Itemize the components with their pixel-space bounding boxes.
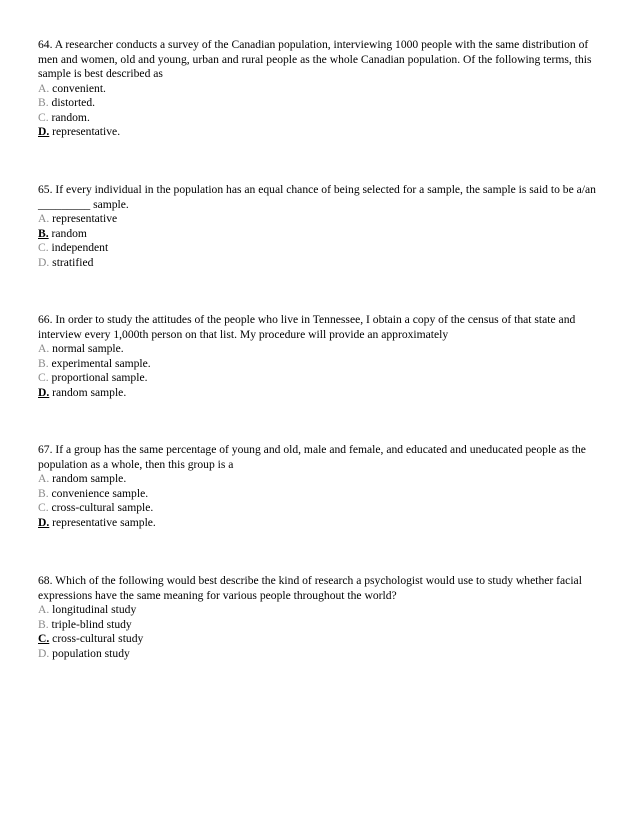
option-text: representative sample. (49, 515, 156, 529)
option-letter-correct: B. (38, 226, 49, 240)
option-letter: B. (38, 356, 49, 370)
option-d (38, 386, 604, 401)
option-letter: A. (38, 342, 50, 355)
option-letter: B. (38, 96, 49, 109)
option-text: random (48, 226, 87, 240)
option-letter: A. (38, 81, 50, 95)
question-67 (38, 443, 604, 530)
option-a (38, 82, 604, 97)
option-letter: A. (38, 212, 50, 225)
question-65 (38, 183, 604, 270)
option-a (38, 472, 604, 487)
option-a (38, 342, 604, 357)
option-a (38, 212, 604, 227)
option-b (38, 227, 604, 242)
option-b (38, 357, 604, 372)
option-c (38, 371, 604, 386)
question-66 (38, 313, 604, 400)
option-text: representative. (49, 125, 121, 138)
option-text: random sample. (49, 385, 127, 399)
option-text: random sample. (49, 472, 127, 485)
option-letter: C. (38, 110, 49, 124)
option-text: population study (49, 646, 130, 660)
option-letter-correct: D. (38, 515, 50, 529)
option-d (38, 125, 604, 140)
question-68 (38, 574, 604, 661)
question-stem: 67. If a group has the same percentage of young and old, male and female, and educated and uneducated people as the population as a whole, then this group is a (38, 443, 586, 471)
option-letter: A. (38, 603, 50, 616)
option-letter-correct: D. (38, 125, 50, 138)
option-text: stratified (49, 255, 94, 269)
option-letter: C. (38, 371, 49, 384)
option-letter: C. (38, 241, 49, 254)
question-stem: 68. Which of the following would best describe the kind of research a psychologist would use to study whether facial expressions have the same meaning for various people throughout the world? (38, 574, 582, 602)
option-letter: D. (38, 646, 50, 660)
option-c (38, 632, 604, 647)
option-d (38, 647, 604, 662)
option-c (38, 111, 604, 126)
option-letter: B. (38, 486, 49, 500)
option-c (38, 501, 604, 516)
option-text: triple-blind study (48, 617, 132, 631)
option-b (38, 618, 604, 633)
option-text: proportional sample. (48, 371, 148, 384)
option-text: random. (48, 110, 90, 124)
option-a (38, 603, 604, 618)
option-d (38, 516, 604, 531)
option-text: representative (49, 212, 118, 225)
option-letter: A. (38, 472, 50, 485)
option-letter: B. (38, 617, 49, 631)
option-text: independent (48, 241, 109, 254)
option-letter-correct: C. (38, 632, 50, 645)
option-text: longitudinal study (49, 603, 137, 616)
option-letter-correct: D. (38, 385, 50, 399)
option-c (38, 241, 604, 256)
question-stem: 64. A researcher conducts a survey of the Canadian population, interviewing 1000 people with the same distribution of men and women, old and young, urban and rural people as the whole Canadian population. Of the following terms, this sample is best described as (38, 38, 592, 80)
option-b (38, 96, 604, 111)
option-b (38, 487, 604, 502)
option-text: normal sample. (49, 342, 124, 355)
option-letter: C. (38, 501, 49, 514)
option-text: convenience sample. (48, 486, 149, 500)
option-letter: D. (38, 255, 50, 269)
option-d (38, 256, 604, 271)
option-text: cross-cultural sample. (48, 501, 154, 514)
question-stem: 65. If every individual in the population has an equal chance of being selected for a sample, the sample is said to be a/an _________ sample. (38, 183, 596, 211)
option-text: experimental sample. (48, 356, 151, 370)
question-64 (38, 38, 604, 140)
option-text: cross-cultural study (49, 632, 144, 645)
question-stem: 66. In order to study the attitudes of the people who live in Tennessee, I obtain a copy of the census of that state and interview every 1,000th person on that list. My procedure will provide an approximately (38, 313, 576, 341)
option-text: distorted. (48, 96, 96, 109)
option-text: convenient. (49, 81, 106, 95)
